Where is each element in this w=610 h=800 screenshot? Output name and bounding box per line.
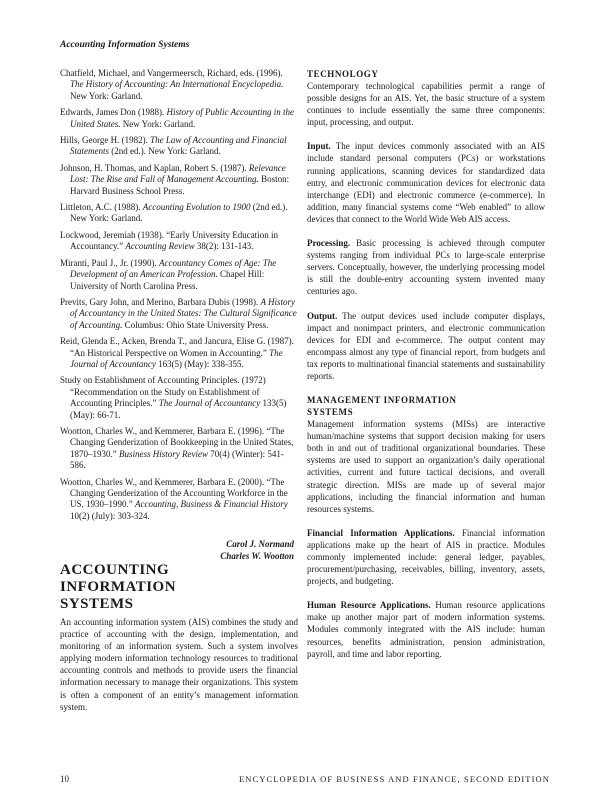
run-in-heading: Output. — [307, 310, 338, 321]
reference-text: Lockwood, Jeremiah (1938). “Early University Education in Accountancy.” — [60, 229, 278, 252]
references-column — [60, 68, 298, 562]
reference-text: Reid, Glenda E., Acken, Brenda T., and Jancura, Elise G. (1987). “An Historical Perspective on Women in Accounting.” — [60, 336, 294, 358]
paragraph-text: Human resource applications make up another major part of modern information systems. Modules commonly integrated with the AIS include: human resources, benefits administration, pension administration, payroll, and time and labor reporting. — [307, 600, 545, 659]
reference-text: Wootton, Charles W., and Kemmerer, Barbara E. (2000). “The Changing Genderization of the Accounting Workforce in the US, 1930–1990.” — [60, 476, 288, 510]
entry-title-line: SYSTEMS — [60, 596, 134, 612]
entry-title — [60, 562, 300, 613]
book-title: ENCYCLOPEDIA OF BUSINESS AND FINANCE, SECOND EDITION — [238, 774, 550, 784]
reference-entry — [60, 258, 298, 292]
run-in-heading: Financial Information Applications. — [307, 527, 455, 538]
reference-title: Accountancy Comes of Age: The Development of an American Profession. — [70, 257, 277, 280]
entry-title-line: ACCOUNTING — [60, 562, 170, 578]
reference-list — [60, 68, 298, 522]
page-footer — [60, 774, 550, 786]
mis-intro: Management information systems (MISs) are interactive human/machine systems that support decision making for users both in and out of traditional organizational boundaries. These systems are used to support an organization’s daily operational activities, current and future tactical decisions, and overall strategic direction. MISs are made up of several major applications, including the financial information and human resources systems. — [307, 419, 545, 514]
reference-text: Previts, Gary John, and Merino, Barbara Dubis (1998). — [60, 296, 261, 307]
reference-text: Johnson, H. Thomas, and Kaplan, Robert S. (1987). — [60, 162, 249, 173]
financial-applications-paragraph — [307, 527, 545, 587]
page-number: 10 — [60, 774, 69, 784]
section-heading-mis — [307, 394, 545, 418]
author-signature — [60, 538, 298, 562]
reference-text: Columbus: Ohio State University Press. — [122, 319, 269, 330]
reference-title: Business History Review — [119, 448, 208, 459]
reference-text: Hills, George H. (1982). — [60, 135, 151, 146]
reference-title: The Law of Accounting and Financial Statements — [70, 135, 287, 157]
reference-entry — [60, 202, 298, 225]
reference-text: Chatfield, Michael, and Vangermeersch, Richard, eds. (1996). — [60, 68, 283, 78]
reference-title: The Journal of Accountancy — [158, 398, 261, 409]
reference-title: Accounting, Business & Financial History — [135, 499, 288, 510]
reference-entry — [60, 107, 298, 130]
section-heading-technology: TECHNOLOGY — [307, 69, 379, 79]
reference-title: History of Public Accounting in the United States. — [70, 107, 295, 129]
reference-title: Relevance Lost: The Rise and Fall of Management Accounting. — [70, 162, 286, 185]
reference-text: Boston: Harvard Business School Press. — [70, 174, 290, 196]
reference-text: Littleton, A.C. (1988). — [60, 202, 143, 213]
technology-intro: Contemporary technological capabilities permit a range of possible designs for an AIS. Yet, the basic structure of a system continues to include essentially the same three components: input, processing, and output. — [307, 81, 545, 128]
reference-entry — [60, 375, 298, 421]
reference-text: 10(2) (July): 303-324. — [70, 510, 150, 521]
reference-title: Accounting Evolution to 1900 — [142, 202, 251, 213]
reference-text: Chapel Hill: University of North Carolina Press. — [70, 269, 265, 291]
paragraph-text: Basic processing is achieved through computer systems ranging from individual PCs to large-scale enterprise servers. Conceptually, however, the underlying processing model is still the double-entry accounting system invented many centuries ago. — [307, 238, 545, 297]
reference-text: (2nd ed.). New York: Garland. — [70, 202, 288, 224]
reference-entry — [60, 477, 298, 523]
entry-intro-paragraph: An accounting information system (AIS) combines the study and practice of accounting with the design, implementation, and monitoring of an information system. Such a system involves applying modern information technology resources to traditional accounting controls and methods to provide users the financial information necessary to manage their organizations. This system is often a component of an entity’s management information system. — [60, 617, 298, 712]
reference-entry — [60, 163, 298, 197]
paragraph-text: The output devices used include computer displays, impact and nonimpact printers, and electronic communication devices for EDI and e-commerce. The output content may encompass almost any type of financial report, from budgets and tax reports to multinational financial statements and sustainability reports. — [307, 310, 545, 381]
paragraph-text: The input devices commonly associated with an AIS include standard personal computers (PCs) or workstations running applications, scanning devices for standardized data entry, and electronic communication devices for electronic data interchange (EDI) and electronic commerce (e-commerce). In addition, many financial systems come “Web enabled” to allow devices that connect to the World Wide Web AIS access. — [307, 141, 545, 224]
reference-text: (2nd ed.). New York: Garland. — [109, 146, 221, 157]
reference-text: 163(5) (May): 338-355. — [155, 358, 244, 369]
input-paragraph — [307, 140, 545, 225]
output-paragraph — [307, 310, 545, 383]
reference-entry — [60, 297, 298, 331]
reference-title: The History of Accounting: An International Encyclopedia. — [70, 79, 284, 90]
reference-text: 70(4) (Winter): 541-586. — [70, 448, 284, 471]
body-column — [307, 68, 545, 672]
reference-entry — [60, 336, 298, 370]
reference-entry — [60, 230, 298, 253]
reference-text: 133(5) (May): 66-71. — [70, 398, 287, 420]
running-head: Accounting Information Systems — [60, 40, 190, 50]
author-name: Carol J. Normand — [226, 539, 294, 550]
reference-text: Wootton, Charles W., and Kemmerer, Barbara E. (1996). “The Changing Genderization of Bookkeeping in the United States, 1870–1930.” — [60, 425, 294, 459]
reference-text: Study on Establishment of Accounting Principles. (1972) “Recommendation on the Study on Establishment of Accounting Principles.” — [60, 375, 266, 409]
paragraph-text: Financial information applications make up the heart of AIS in practice. Modules commonly implemented include: general ledger, payables, procurement/purchasing, receivables, billing, inventory, assets, projects, and budgeting. — [307, 527, 545, 587]
processing-paragraph — [307, 237, 545, 297]
reference-entry — [60, 426, 298, 472]
reference-title: The Journal of Accountancy — [70, 347, 283, 369]
section-heading-line: MANAGEMENT INFORMATION — [307, 395, 457, 406]
run-in-heading: Human Resource Applications. — [307, 600, 431, 611]
reference-entry — [60, 68, 298, 102]
reference-text: Edwards, James Don (1988). — [60, 107, 167, 118]
reference-text: New York: Garland. — [120, 118, 196, 129]
reference-title: Accounting Review — [125, 241, 195, 252]
hr-applications-paragraph — [307, 599, 545, 659]
reference-text: 38(2): 131-143. — [194, 241, 254, 252]
author-name: Charles W. Wootton — [220, 551, 294, 562]
run-in-heading: Input. — [307, 141, 331, 152]
reference-title: A History of Accountancy in the United States: The Cultural Significance of Accounting. — [70, 296, 297, 330]
run-in-heading: Processing. — [307, 238, 351, 249]
reference-entry — [60, 135, 298, 158]
reference-text: New York: Garland. — [70, 90, 143, 101]
section-heading-line: SYSTEMS — [307, 407, 354, 418]
entry-title-line: INFORMATION — [60, 579, 177, 595]
reference-text: Miranti, Paul J., Jr. (1990). — [60, 257, 159, 268]
